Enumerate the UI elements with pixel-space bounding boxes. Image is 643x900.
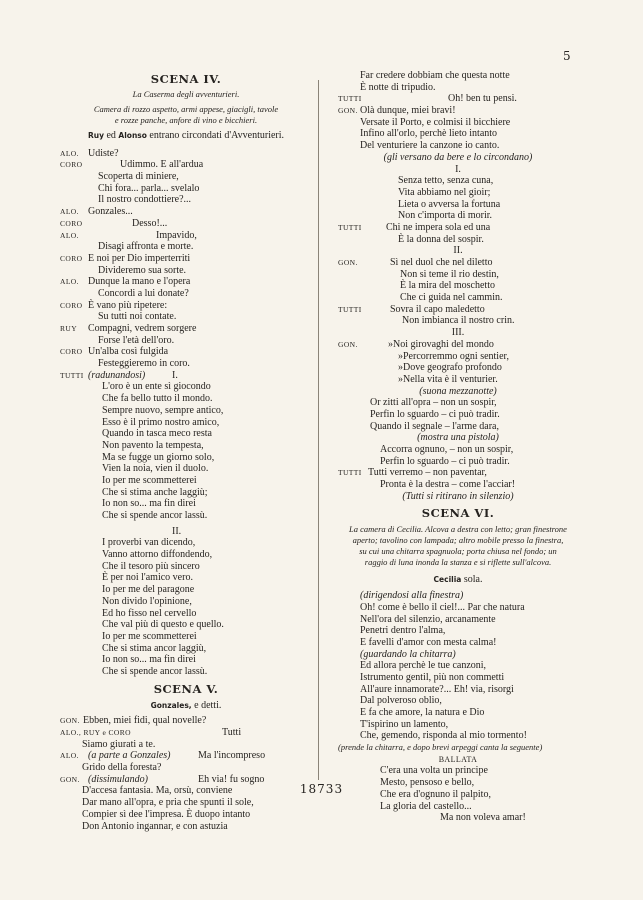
line-text: Senza tetto, senza cuna, [398, 175, 494, 187]
dialogue-line [60, 253, 312, 265]
line-text: Tutti [222, 727, 242, 738]
dialogue-line [60, 276, 312, 288]
verse-line [338, 292, 578, 304]
stage-direction-text: (suona mezzanotte) [419, 385, 497, 397]
verse-line [60, 428, 312, 440]
page-number: 5 [563, 49, 571, 63]
line-text: Siamo giurati a te. [82, 738, 156, 750]
speaker: GON. [60, 716, 80, 726]
line-text: Infino all'orlo, perchè lieto intanto [360, 128, 498, 140]
line-text: Don Antonio ingannar, e con astuzia [82, 820, 228, 832]
verse-line [60, 393, 312, 405]
speaker: ALO. [60, 751, 79, 761]
chorus-lines-2 [338, 444, 578, 467]
line-text: D'accesa fantasia. Ma, orsù, conviene [82, 785, 233, 797]
line-text: È per noi l'amico vero. [102, 572, 193, 584]
dialogue-line [338, 222, 578, 234]
scene-6-description [338, 524, 578, 568]
cecilia-lines-1 [338, 602, 578, 649]
stage-direction-text: (gli versano da bere e lo circondano) [383, 151, 533, 163]
verse-line [338, 199, 578, 211]
line-text: Sovra il capo maledetto [390, 303, 485, 315]
column-divider [318, 80, 319, 780]
entry-name-cecilia: Cecilia [433, 575, 462, 585]
speaker: ALO. [60, 207, 79, 217]
line-text: Che il tesoro più sincero [102, 560, 200, 572]
verse-line [60, 821, 312, 833]
line-text: Quando il segnale – l'arme dara, [370, 420, 499, 432]
line-text: Non si teme il rio destin, [400, 268, 499, 280]
verse-line [60, 510, 312, 522]
speaker: GON. [338, 339, 358, 349]
line-text: I proverbi van dicendo, [102, 537, 196, 549]
line-text: Compier sì dee l'impresa. È duopo intanto [82, 808, 251, 820]
stage-direction-text: (guardando la chitarra) [360, 648, 456, 660]
verse-line [60, 417, 312, 429]
line-text: Esso è il primo nostro amico, [102, 416, 220, 428]
verse-line [60, 405, 312, 417]
verse-line [338, 82, 578, 94]
dialogue-line [60, 159, 312, 171]
speaker: TUTTI [338, 304, 362, 314]
ballata-heading-text: BALLATA [438, 754, 478, 764]
line-text: E noi per Dio imperterriti [88, 252, 191, 264]
verse-line [60, 654, 312, 666]
line-text: E fa che amore, la natura e Dio [360, 707, 485, 718]
chorus-lines [338, 397, 578, 432]
line-text: Non c'importa di morir. [398, 210, 493, 222]
opening-lines [338, 70, 578, 93]
verse-line [60, 584, 312, 596]
entry-rest: e detti. [194, 699, 222, 711]
verse-line [338, 187, 578, 199]
line-text: Impavido, [156, 229, 197, 241]
speaker: TUTTI [338, 222, 362, 232]
verse-2 [60, 537, 312, 677]
dialogue-line [60, 300, 312, 312]
verse-line [60, 487, 312, 499]
dialogue-line [338, 339, 578, 351]
line-text: Concordi a lui donate? [98, 287, 189, 299]
line-text: Dar mano all'opra, e pria che spunti il sole, [82, 797, 254, 809]
line-text: Compagni, vedrem sorgere [88, 323, 197, 334]
line-text: Grido della foresta? [82, 762, 162, 774]
line-text: Eh via! fu sogno [198, 773, 265, 785]
dialogue-line [338, 93, 578, 105]
line-text: Disagi affronta e morte. [98, 241, 194, 253]
verse-line [60, 572, 312, 584]
verse-line [338, 117, 578, 129]
stage-direction [338, 432, 578, 444]
stage-direction [338, 491, 578, 503]
speaker: CORO [60, 218, 83, 228]
line-text: Che fa bello tutto il mondo. [102, 393, 213, 405]
dialogue-line [60, 265, 312, 277]
speaker: ALO. [60, 148, 79, 158]
line-text: Vanno attorno diffondendo, [102, 549, 213, 561]
entry-ed: ed [106, 130, 116, 141]
dialogue-line [338, 257, 578, 269]
line-text: Chi ne impera sola ed una [386, 221, 491, 233]
line-text: Ebben, miei fidi, qual novelle? [83, 715, 207, 727]
line-text: Ma l'incompreso [198, 750, 266, 762]
entry-name-gonzales: Gonzales, [150, 700, 192, 710]
description-line: La camera di Cecilia. Alcova a destra con letto; gran finestrone [349, 524, 567, 535]
line-text: Lieta o avversa la fortuna [398, 198, 501, 210]
speaker: CORO [60, 160, 83, 170]
scene-6-title: SCENA VI. [421, 506, 495, 521]
verse-line [338, 719, 578, 731]
line-text: È la donna del sospir. [398, 233, 484, 245]
dialogue-line [60, 311, 312, 323]
verse-line [338, 637, 578, 649]
dialogue-line [60, 727, 312, 739]
right-column [338, 70, 578, 824]
entry-name-alonso: Alonso [118, 131, 147, 140]
stanza-number [338, 164, 578, 176]
verse-line [60, 643, 312, 655]
line-text: Olà dunque, miei bravi! [360, 105, 456, 117]
tutti-line [60, 370, 312, 382]
line-text: Far credere dobbiam che questa notte [360, 70, 510, 81]
line-text: Nell'ora del silenzio, arcanamente [360, 613, 496, 625]
line-text: Oh! ben tu pensi. [448, 93, 517, 105]
line-text: Sì nel duol che nel diletto [390, 257, 493, 268]
line-text: Io per me scommetterei [102, 630, 197, 642]
line-text: Sempre nuovo, sempre antico, [102, 404, 224, 416]
line-text: L'oro è un ente sì giocondo [102, 381, 211, 393]
line-text: Che val più di questo e quello. [102, 619, 224, 631]
line-text: Pronta è la destra – come l'acciar! [380, 479, 516, 491]
verse-line [338, 625, 578, 637]
line-text: Mesto, pensoso e bello, [380, 777, 475, 789]
description-line: aperto; tavolino con lampada; altro mobile presso la finestra, [352, 535, 564, 546]
line-text: Quando in tasca meco resta [102, 428, 212, 440]
dialogue-line [60, 762, 312, 774]
stage-direction [338, 386, 578, 398]
scene-4-title: SCENA IV. [150, 72, 222, 86]
verse-line [338, 351, 578, 363]
verse-line [338, 70, 578, 82]
verse-line [338, 695, 578, 707]
left-column [60, 70, 312, 832]
verse-line [338, 444, 578, 456]
line-text: È notte di tripudio. [360, 81, 436, 93]
line-text: Non imbianca il nostro crin. [402, 315, 515, 327]
speaker: TUTTI [338, 94, 362, 104]
line-text: C'era una volta un principe [380, 765, 488, 777]
line-text: Dal polveroso oblio, [360, 695, 442, 707]
verse-line [60, 797, 312, 809]
line-text: Penetri dentro l'alma, [360, 625, 446, 637]
verse-line [338, 730, 578, 742]
verse-line [60, 440, 312, 452]
line-text: La gloria del castello... [380, 800, 472, 812]
stanza-number [338, 327, 578, 339]
verse-line [338, 602, 578, 614]
line-text: Ma non voleva amar! [440, 812, 526, 824]
line-text: Versate il Porto, e colmisi il bicchiere [360, 116, 511, 128]
verse-line [338, 456, 578, 468]
entry-rest: entrano circondati d'Avventurieri. [149, 130, 285, 141]
line-text: Ma se fugge un giorno solo, [102, 451, 215, 463]
verse-line [60, 809, 312, 821]
verse-line [60, 619, 312, 631]
line-text: Istrumento gentil, più non commetti [360, 671, 505, 683]
song-stanza-1 [338, 175, 578, 222]
description-line: raggio di luna inonda la stanza e si riflette sull'alcova. [364, 557, 552, 568]
dialogue-line [60, 206, 312, 218]
line-text: Su tutti noi contate. [98, 311, 177, 323]
dialogue-line [60, 358, 312, 370]
dialogue-line [338, 315, 578, 327]
line-text: Scoperta di miniere, [98, 171, 179, 183]
speaker: ALO. [60, 277, 79, 287]
speaker: CORO [60, 253, 83, 263]
line-text: Che ci guida nel cammin. [400, 292, 503, 304]
line-text: Io per me del paragone [102, 584, 195, 596]
line-text: Tutti verremo – non paventar, [368, 467, 487, 479]
verse-line [60, 561, 312, 573]
scene-6-entry [338, 574, 578, 586]
stanza-number: I. [172, 369, 178, 381]
verse-line [338, 660, 578, 672]
speaker: RUY [60, 324, 78, 333]
verse-line [60, 631, 312, 643]
line-text: Non divido l'opinione, [102, 595, 192, 607]
line-text: »Nella vita è il venturier. [398, 373, 498, 385]
line-text: Io per me scommetterei [102, 474, 197, 486]
stage-direction-text: (dirigendosi alla finestra) [360, 590, 464, 602]
song-stanza-2 [338, 269, 578, 304]
verse-line [338, 765, 578, 777]
line-text: Ed ho fisso nel cervello [102, 607, 197, 619]
speaker: TUTTI [60, 370, 84, 380]
speaker: GON. [338, 106, 358, 116]
line-text: Udimmo. E all'ardua [120, 159, 204, 171]
verse-line [338, 175, 578, 187]
verse-line [338, 269, 578, 281]
line-text: Che si spende ancor lassù. [102, 510, 208, 521]
speaker: GON. [60, 774, 80, 784]
stanza-number-text: I. [455, 163, 461, 175]
line-text: Chi fora... parla... svelalo [98, 182, 200, 194]
verse-line [338, 397, 578, 409]
verse-line [60, 549, 312, 561]
dialogue-line [338, 479, 578, 491]
scene-4-desc-2: e rozze panche, anfore di vino e bicchieri. [114, 115, 258, 125]
gonzales-lines [338, 117, 578, 152]
stage-direction-text: (prende la chitarra, e dopo brevi arpeggi canta la seguente) [338, 742, 543, 753]
verse-line [338, 672, 578, 684]
stage-direction-text: (Tutti si ritirano in silenzio) [402, 490, 514, 502]
dialogue-line [60, 218, 312, 230]
verse-line [338, 707, 578, 719]
line-text: È vano più ripetere: [88, 299, 168, 311]
dialogue-line [60, 323, 312, 335]
entry-name-ruy: Ruy [87, 131, 104, 140]
verse-line [60, 537, 312, 549]
verse-line [338, 362, 578, 374]
verse-1 [60, 381, 312, 521]
stage-direction: (a parte a Gonzales) [88, 750, 171, 762]
stanza-number [338, 245, 578, 257]
ballata-heading [338, 754, 578, 766]
entry-rest: sola. [463, 574, 483, 586]
line-text: Divideremo sua sorte. [98, 264, 187, 276]
verse-line [338, 280, 578, 292]
verse-line [60, 608, 312, 620]
verse-line [60, 666, 312, 678]
speaker: CORO [60, 300, 83, 310]
line-text: All'aure innamorate?... Eh! via, risorgi [360, 683, 514, 695]
line-text: Che era d'ognuno il palpito, [380, 788, 491, 800]
verse-line [338, 684, 578, 696]
line-text: »Percorremmo ogni sentier, [398, 350, 509, 362]
line-text: Un'alba così fulgida [88, 346, 169, 358]
dialogue-line [60, 750, 312, 762]
line-text: Forse l'età dell'oro. [98, 334, 175, 346]
line-text: Non pavento la tempesta, [102, 439, 204, 451]
line-text: Io non so... ma fin direi [102, 654, 196, 666]
scene-4-desc-1: Camera di rozzo aspetto, armi appese, giacigli, tavole [93, 104, 279, 114]
line-text: Or zitti all'opra – non un sospir, [370, 397, 497, 409]
stage-direction-text: (mostra una pistola) [417, 432, 499, 444]
description-line: su cui una chitarra spagnuola; porta chiusa nel fondo; un [359, 546, 557, 557]
line-text: Perfin lo sguardo – ci può tradir. [370, 408, 500, 420]
line-text: Desso!... [132, 217, 168, 229]
dialogue-line [60, 183, 312, 195]
line-text: È la mira del moschetto [400, 280, 495, 292]
verse-line [338, 421, 578, 433]
line-text: Che si stima ancor laggiù, [102, 642, 207, 654]
line-text: »Noi girovaghi del mondo [388, 338, 494, 350]
cecilia-lines-2 [338, 660, 578, 742]
ballata-line [338, 812, 578, 824]
dialogue-line [60, 739, 312, 751]
stanza-number: II. [172, 525, 182, 537]
line-text: Io non so... ma fin direi [102, 498, 196, 510]
scene-5-entry [60, 700, 312, 712]
stage-direction: (dissimulando) [88, 773, 148, 785]
dialogue-line [338, 105, 578, 117]
line-text: Udiste? [88, 147, 119, 159]
dialogue-line [60, 241, 312, 253]
stage-direction: (radunandosi) [88, 369, 146, 381]
dialogue-line [60, 288, 312, 300]
line-text: Festeggieremo in coro. [98, 358, 190, 370]
line-text: Ed allora perchè le tue canzoni, [360, 660, 487, 672]
line-text: Accorra ognuno, – non un sospir, [380, 444, 514, 455]
scene-4-dialogue [60, 148, 312, 370]
verse-line [60, 452, 312, 464]
line-text: Che si stima anche laggiù; [102, 486, 208, 498]
line-text: Che si spende ancor lassù. [102, 665, 208, 677]
line-text: Del venturiere la canzone io canto. [360, 140, 500, 152]
verse-line [338, 210, 578, 222]
stage-direction [338, 649, 578, 661]
stage-direction [338, 742, 578, 754]
line-text: Vien la noia, vien il duolo. [102, 463, 209, 475]
speaker: TUTTI [338, 468, 362, 478]
speaker: CORO [60, 347, 83, 357]
speaker: GON. [338, 258, 358, 267]
verse-line [60, 596, 312, 608]
line-text: Perfin lo sguardo – ci può tradir. [380, 455, 510, 467]
verse-line [338, 140, 578, 152]
verse-line [338, 128, 578, 140]
stanza-number-text: II. [453, 245, 463, 257]
verse-line [60, 381, 312, 393]
scene-4-entry [60, 130, 312, 142]
dialogue-line [60, 148, 312, 160]
verse-line [60, 475, 312, 487]
line-text: Dunque la mano e l'opera [88, 276, 191, 288]
print-number: 18733 [299, 782, 344, 796]
verse-line [60, 498, 312, 510]
line-text: »Dove geografo profondo [398, 362, 502, 374]
dialogue-line [60, 715, 312, 727]
verse-line [338, 409, 578, 421]
line-text: Il nostro condottiere?... [98, 194, 192, 206]
stanza-number-text: III. [451, 327, 465, 339]
verse-line [60, 463, 312, 475]
line-text: Oh! come è bello il ciel!... Par che natura [360, 601, 525, 613]
dialogue-line [60, 230, 312, 242]
speaker: ALO., RUY e CORO [60, 728, 131, 737]
stanza-2-number [60, 526, 312, 538]
dialogue-line [338, 467, 578, 479]
scene-4-setting: La Caserma degli avventurieri. [132, 89, 240, 99]
line-text: E favelli d'amor con mesta calma! [360, 636, 497, 648]
dialogue-line [60, 194, 312, 206]
line-text: Che, gemendo, risponda al mio tormento! [360, 730, 527, 742]
dialogue-line [338, 304, 578, 316]
dialogue-line [60, 335, 312, 347]
line-text: Gonzales... [88, 206, 133, 218]
stage-direction [338, 590, 578, 602]
verse-line [338, 374, 578, 386]
verse-line [338, 614, 578, 626]
song-stanza-3 [338, 351, 578, 386]
scene-5-title: SCENA V. [153, 681, 219, 696]
dialogue-line [60, 171, 312, 183]
line-text: T'ispirino un lamento, [360, 718, 449, 730]
speaker: ALO. [60, 230, 79, 240]
dialogue-line [60, 346, 312, 358]
dialogue-line [338, 234, 578, 246]
line-text: Vita abbiamo nel gioir; [398, 186, 491, 198]
verse-line [338, 801, 578, 813]
stage-direction [338, 152, 578, 164]
